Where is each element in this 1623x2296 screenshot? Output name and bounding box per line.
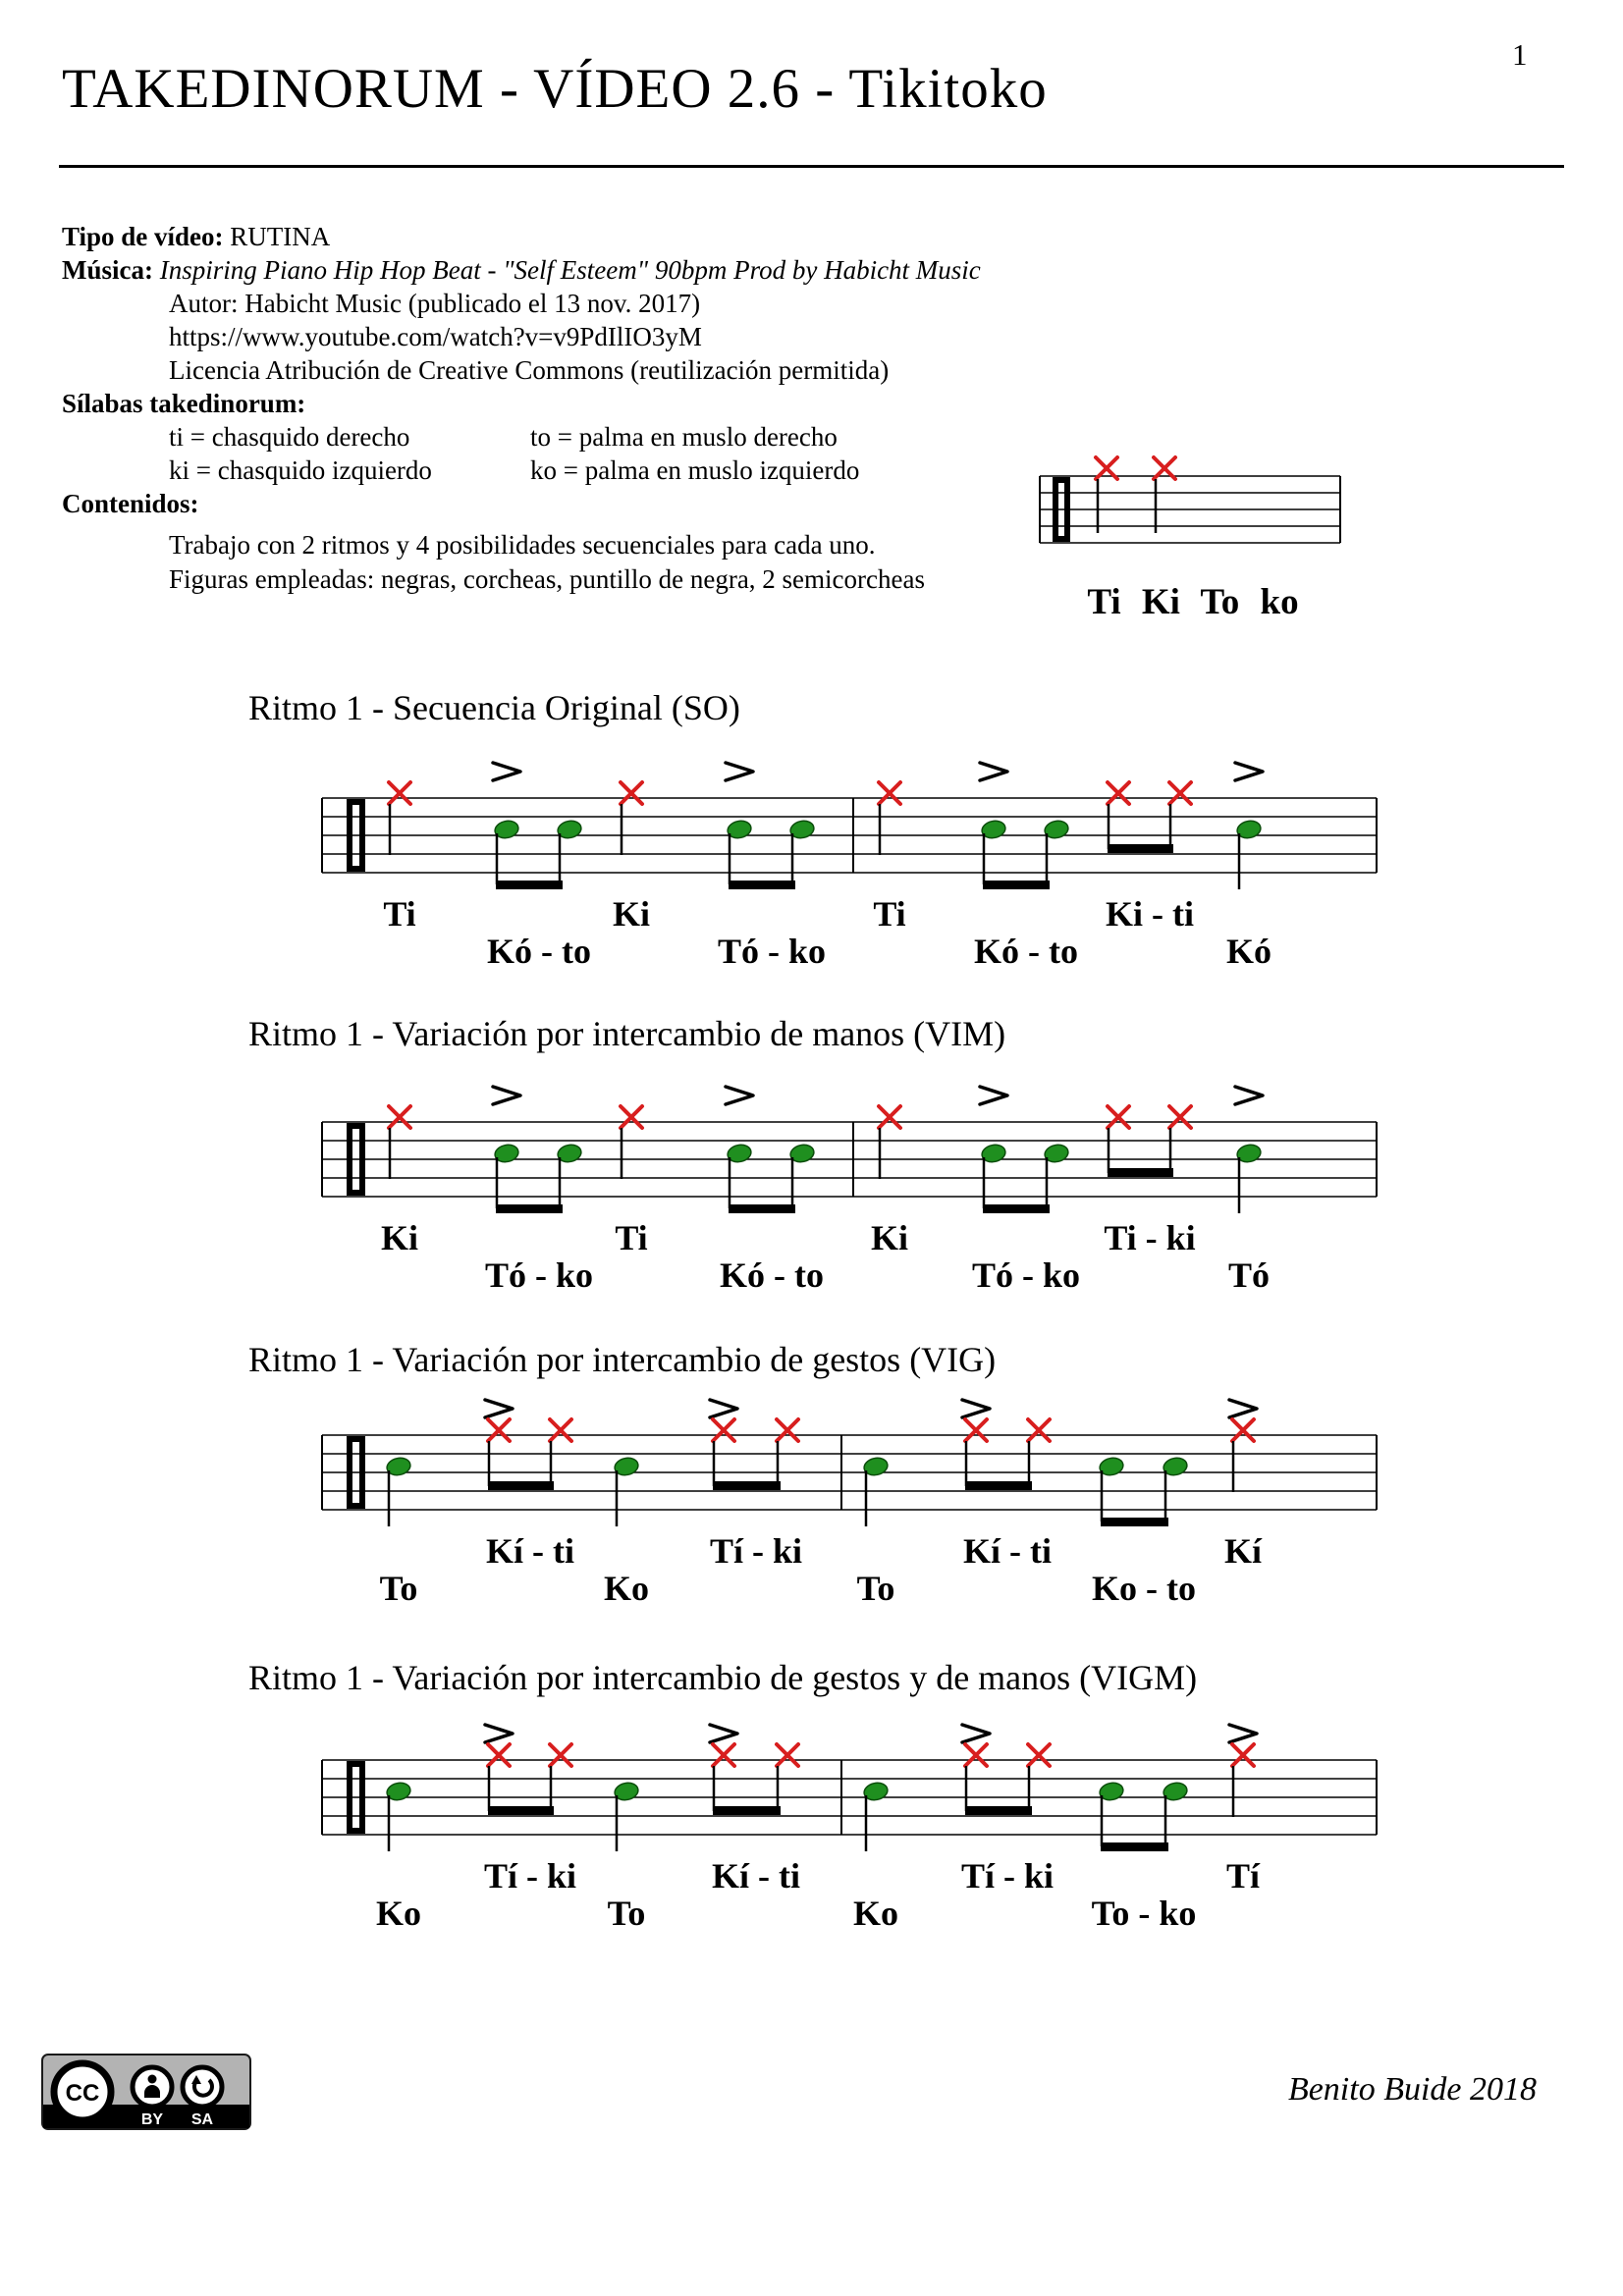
meta-autor: Autor: Habicht Music (publicado el 13 nov. 2017) bbox=[169, 289, 701, 318]
section-title-vigm: Ritmo 1 - Variación por intercambio de gestos y de manos (VIGM) bbox=[248, 1658, 1198, 1697]
svg-text:Tó - ko: Tó - ko bbox=[717, 932, 827, 971]
svg-text:Kí - ti: Kí - ti bbox=[486, 1531, 574, 1571]
svg-text:Kó: Kó bbox=[1225, 932, 1272, 971]
svg-text:Tí - ki: Tí - ki bbox=[483, 1856, 577, 1896]
section-title-vig: Ritmo 1 - Variación por intercambio de gestos (VIG) bbox=[248, 1340, 997, 1379]
legend-ti: ti = chasquido derecho bbox=[169, 422, 410, 452]
svg-text:Ti: Ti bbox=[383, 894, 416, 934]
svg-text:Kí - ti: Kí - ti bbox=[712, 1856, 800, 1896]
example-caption: Ti Ki To ko bbox=[1087, 582, 1299, 622]
meta-licencia: Licencia Atribución de Creative Commons (reutilización permitida) bbox=[169, 355, 890, 385]
meta-url: https://www.youtube.com/watch?v=v9PdIlIO3yM bbox=[169, 322, 702, 351]
svg-text:Tó - ko: Tó - ko bbox=[484, 1255, 594, 1295]
svg-text:Kó - to: Kó - to bbox=[487, 932, 591, 971]
legend-ko: ko = palma en muslo izquierdo bbox=[530, 455, 860, 485]
silabas-heading: Sílabas takedinorum: bbox=[62, 389, 306, 418]
svg-text:Ki - ti: Ki - ti bbox=[1106, 894, 1194, 934]
svg-text:Kó - to: Kó - to bbox=[974, 932, 1078, 971]
svg-text:Ki: Ki bbox=[870, 1218, 909, 1257]
legend-ki: ki = chasquido izquierdo bbox=[169, 455, 432, 485]
meta-tipo-label: Tipo de vídeo: bbox=[62, 222, 224, 251]
svg-text:To: To bbox=[856, 1569, 895, 1608]
meta-musica-label: Música: bbox=[62, 255, 153, 285]
svg-text:Tí - ki: Tí - ki bbox=[709, 1531, 803, 1571]
contenidos-heading: Contenidos: bbox=[62, 489, 199, 518]
svg-text:Ko: Ko bbox=[603, 1569, 650, 1608]
section-title-vim: Ritmo 1 - Variación por intercambio de manos (VIM) bbox=[248, 1014, 1006, 1053]
svg-text:Ko: Ko bbox=[375, 1894, 422, 1933]
staff-vigm bbox=[314, 1701, 1384, 1947]
meta-silabas-label bbox=[62, 389, 305, 419]
meta-tipo-line bbox=[62, 222, 330, 252]
author-credit: Benito Buide 2018 bbox=[1287, 2071, 1537, 2108]
svg-text:Tí - ki: Tí - ki bbox=[960, 1856, 1055, 1896]
svg-text:Tó - ko: Tó - ko bbox=[971, 1255, 1081, 1295]
svg-text:Tí: Tí bbox=[1225, 1856, 1261, 1896]
meta-musica-value: Inspiring Piano Hip Hop Beat - "Self Esteem" 90bpm Prod by Habicht Music bbox=[159, 255, 981, 285]
example-staff bbox=[1031, 417, 1355, 574]
svg-text:To: To bbox=[379, 1569, 418, 1608]
svg-text:Tó: Tó bbox=[1227, 1255, 1271, 1295]
svg-text:Ki: Ki bbox=[380, 1218, 419, 1257]
svg-text:Kí: Kí bbox=[1223, 1531, 1263, 1571]
legend-to: to = palma en muslo derecho bbox=[530, 422, 838, 452]
svg-text:Ko - to: Ko - to bbox=[1092, 1569, 1196, 1608]
svg-text:To: To bbox=[607, 1894, 646, 1933]
svg-text:Kí - ti: Kí - ti bbox=[963, 1531, 1052, 1571]
by-label: BY bbox=[140, 2111, 164, 2128]
contenidos-line-1: Trabajo con 2 ritmos y 4 posibilidades secuenciales para cada uno. bbox=[169, 530, 876, 560]
svg-text:Ti: Ti bbox=[615, 1218, 648, 1257]
meta-contenidos-label bbox=[62, 489, 199, 519]
svg-text:Ko: Ko bbox=[852, 1894, 899, 1933]
staff-vim bbox=[314, 1063, 1384, 1308]
svg-text:To - ko: To - ko bbox=[1091, 1894, 1197, 1933]
sa-label: SA bbox=[190, 2111, 214, 2128]
cc-text: CC bbox=[65, 2080, 100, 2107]
title-rule bbox=[59, 165, 1564, 168]
meta-musica-line bbox=[62, 255, 981, 286]
staff-vig bbox=[314, 1376, 1384, 1622]
svg-text:Ti - ki: Ti - ki bbox=[1104, 1218, 1196, 1257]
svg-text:Ti: Ti bbox=[873, 894, 906, 934]
svg-text:Kó - to: Kó - to bbox=[720, 1255, 824, 1295]
svg-text:Ki: Ki bbox=[612, 894, 651, 934]
by-person-head-icon bbox=[148, 2075, 157, 2084]
meta-tipo-value: RUTINA bbox=[230, 222, 331, 251]
section-title-so: Ritmo 1 - Secuencia Original (SO) bbox=[248, 688, 740, 727]
staff-so bbox=[314, 739, 1384, 985]
cc-by-sa-badge bbox=[39, 2052, 257, 2150]
page-title: TAKEDINORUM - VÍDEO 2.6 - Tikitoko bbox=[62, 58, 1048, 120]
contenidos-line-2: Figuras empleadas: negras, corcheas, puntillo de negra, 2 semicorcheas bbox=[169, 564, 925, 594]
page-number: 1 bbox=[1512, 37, 1528, 72]
sa-circle-icon bbox=[183, 2067, 222, 2107]
